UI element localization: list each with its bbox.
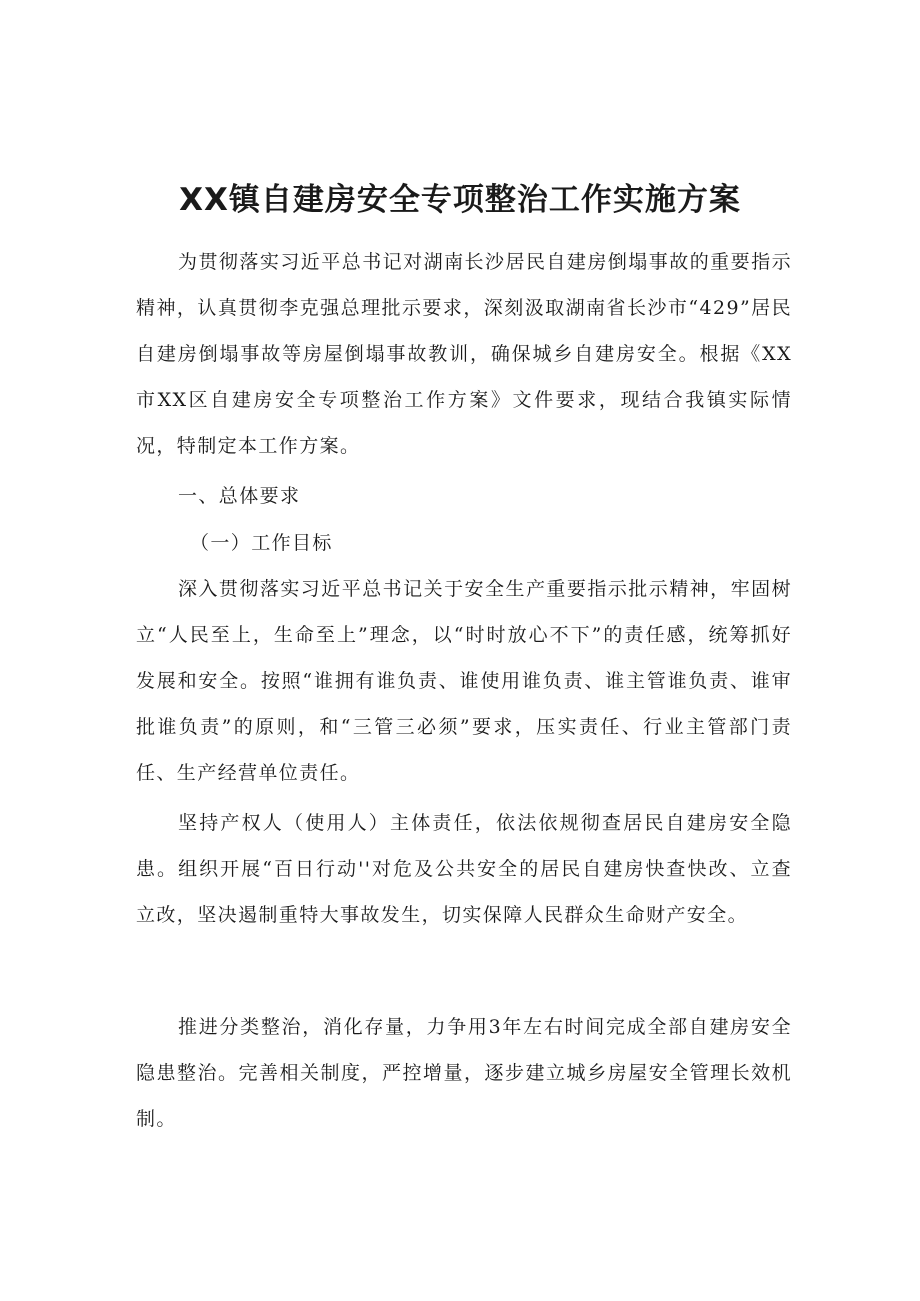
section-heading-general-requirements: 一、总体要求	[178, 485, 301, 507]
goal-paragraph-1: 深入贯彻落实习近平总书记关于安全生产重要指示批示精神，牢固树立“人民至上，生命至上”理念，以“时时放心不下”的责任感，统筹抓好发展和安全。按照“谁拥有谁负责、谁使用谁负责、谁主管谁负责、谁审批谁负责”的原则，和“三管三必须”要求，压实责任、行业主管部门责任、生产经营单位责任。	[136, 578, 792, 784]
document-title: XX镇自建房安全专项整治工作实施方案	[179, 182, 741, 218]
intro-paragraph: 为贯彻落实习近平总书记对湖南长沙居民自建房倒塌事故的重要指示精神，认真贯彻李克强总理批示要求，深刻汲取湖南省长沙市“429”居民自建房倒塌事故等房屋倒塌事故教训，确保城乡自建房安全。根据《XX市XX区自建房安全专项整治工作方案》文件要求，现结合我镇实际情况，特制定本工作方案。	[136, 251, 792, 457]
subsection-heading-work-goals: （一）工作目标	[190, 532, 333, 554]
goal-paragraph-2: 坚持产权人（使用人）主体责任，依法依规彻查居民自建房安全隐患。组织开展“百日行动''对危及公共安全的居民自建房快查快改、立查立改，坚决遏制重特大事故发生，切实保障人民群众生命财产安全。	[136, 812, 792, 926]
goal-paragraph-3: 推进分类整治，消化存量，力争用3年左右时间完成全部自建房安全隐患整治。完善相关制度，严控增量，逐步建立城乡房屋安全管理长效机制。	[136, 1016, 792, 1130]
